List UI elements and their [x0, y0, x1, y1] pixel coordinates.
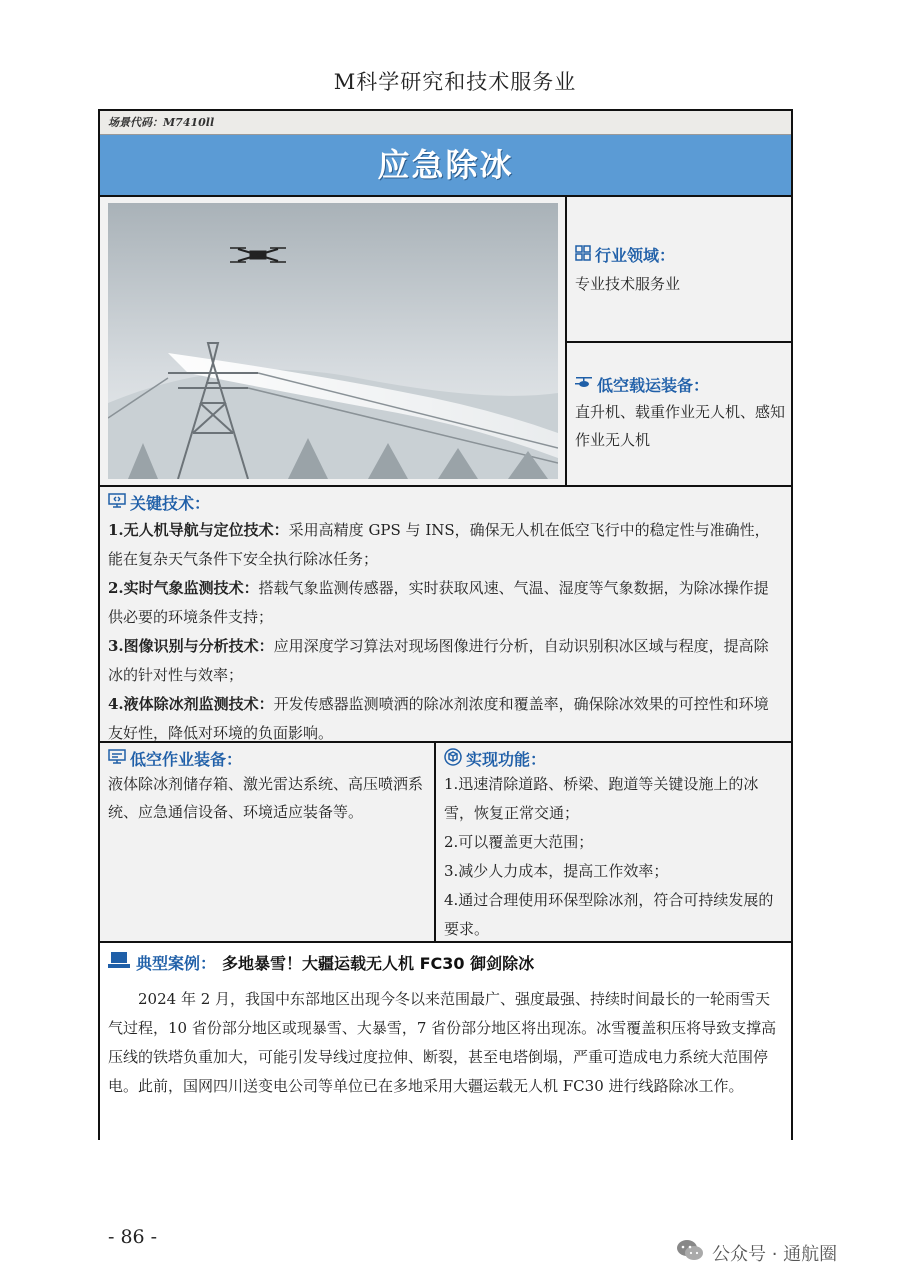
function-item: 4.通过合理使用环保型除冰剂，符合可持续发展的要求。	[444, 891, 774, 938]
case-title: 多地暴雪！大疆运载无人机 FC30 御剑除冰	[222, 953, 535, 973]
industry-cell	[567, 197, 793, 343]
computer-icon	[108, 749, 126, 769]
watermark-text: 公众号 · 通航圈	[712, 1243, 838, 1265]
monitor-icon	[108, 493, 126, 513]
equipment-value: 液体除冰剂储存箱、激光雷达系统、高压喷洒系统、应急通信设备、环境适应装备等。	[108, 775, 424, 821]
laptop-icon	[108, 951, 130, 973]
key-tech-section	[100, 487, 791, 743]
industry-value: 专业技术服务业	[575, 275, 681, 293]
scenario-title: 应急除冰	[100, 135, 791, 197]
cube-icon	[444, 748, 462, 770]
case-heading	[108, 947, 783, 977]
key-tech-label: 关键技术：	[130, 494, 211, 513]
carrier-cell	[567, 343, 793, 487]
photo-cell	[100, 197, 567, 487]
equipment-label: 低空作业装备：	[130, 750, 243, 769]
function-item: 3.减少人力成本，提高工作效率；	[444, 862, 669, 880]
page-number: - 86 -	[108, 1226, 158, 1248]
case-body: 2024 年 2 月，我国中东部地区出现今冬以来范围最广、强度最强、持续时间最长的一轮雨雪天气过程，10 省份部分地区或现暴雪、大暴雪，7 省份部分地区将出现冻。冰雪覆盖积压将导致支撑高压线的铁塔负重加大，可能引发导线过度拉伸、断裂，甚至电塔倒塌，严重可造成电力系统大范围停电。此前，国网四川送变电公司等单位已在多地采用大疆运载无人机 FC30 进行线路除冰工作。	[108, 990, 777, 1095]
wechat-icon	[676, 1238, 704, 1267]
case-label: 典型案例：	[136, 953, 217, 973]
page-header: M科学研究和技术服务业	[333, 70, 577, 94]
functions-label: 实现功能：	[466, 750, 547, 769]
key-tech-heading	[108, 491, 783, 514]
carrier-label: 低空载运装备：	[597, 376, 710, 395]
carrier-heading	[575, 373, 785, 396]
tech-item: 2.实时气象监测技术：搭载气象监测传感器，实时获取风速、气温、湿度等气象数据，为除冰操作提供必要的环境条件支持；	[108, 579, 769, 626]
helicopter-icon	[575, 375, 593, 394]
industry-label: 行业领域：	[595, 246, 676, 265]
watermark	[676, 1238, 837, 1267]
functions-heading	[444, 747, 785, 770]
industry-heading	[575, 243, 785, 266]
tech-item: 4.液体除冰剂监测技术：开发传感器监测喷洒的除冰剂浓度和覆盖率，确保除冰效果的可控性和环境友好性，降低对环境的负面影响。	[108, 695, 769, 742]
equipment-heading	[108, 747, 426, 770]
tech-item: 1.无人机导航与定位技术：采用高精度 GPS 与 INS，确保无人机在低空飞行中的稳定性与准确性，能在复杂天气条件下安全执行除冰任务；	[108, 521, 770, 568]
functions-section	[436, 743, 793, 943]
function-item: 2.可以覆盖更大范围；	[444, 833, 594, 851]
equipment-section	[100, 743, 436, 943]
scenario-card	[98, 109, 793, 1140]
deicing-photo	[108, 203, 558, 479]
function-item: 1.迅速清除道路、桥梁、跑道等关键设施上的冰雪，恢复正常交通；	[444, 775, 759, 822]
case-section	[100, 943, 791, 1140]
tech-item: 3.图像识别与分析技术：应用深度学习算法对现场图像进行分析，自动识别积冰区域与程度，提高除冰的针对性与效率；	[108, 637, 769, 684]
scene-code: 场景代码：M7410ll	[100, 111, 791, 135]
grid-icon	[575, 245, 591, 265]
carrier-value: 直升机、载重作业无人机、感知作业无人机	[575, 403, 786, 449]
